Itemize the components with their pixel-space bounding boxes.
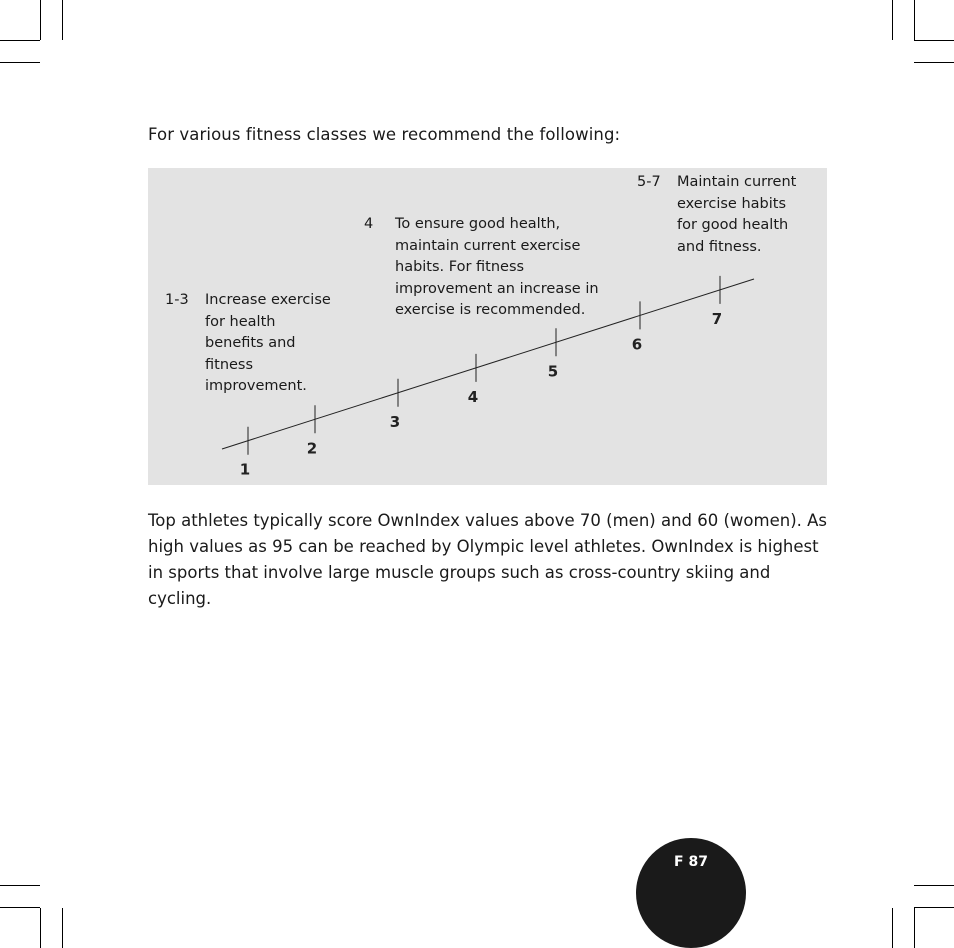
crop-mark — [40, 908, 41, 948]
recommendation-line: improvement an increase in — [395, 280, 599, 297]
crop-mark — [914, 885, 954, 886]
recommendation-line: exercise habits — [677, 195, 786, 212]
scale-tick-label: 4 — [467, 387, 479, 406]
scale-tick-label: 1 — [239, 460, 251, 479]
page-number: F 87 — [674, 854, 708, 870]
crop-mark — [892, 0, 893, 40]
recommendation-line: exercise is recommended. — [395, 302, 586, 318]
recommendation-line: benefits and — [205, 335, 296, 351]
recommendation-range: 5-7 — [637, 174, 661, 190]
crop-mark — [0, 885, 40, 886]
recommendation-line: Increase exercise — [205, 292, 331, 308]
crop-mark — [0, 40, 40, 41]
recommendation-line: and fitness. — [677, 238, 762, 255]
recommendation-line: fitness — [205, 356, 254, 373]
crop-mark — [0, 62, 40, 63]
crop-mark — [914, 908, 915, 948]
intro-text: For various fitness classes we recommend the following: — [148, 125, 621, 144]
crop-mark — [914, 0, 915, 40]
scale-tick-label: 5 — [547, 362, 559, 381]
scale-tick-label: 2 — [306, 439, 318, 458]
recommendation-line: Maintain current — [677, 174, 797, 190]
body-paragraph: Top athletes typically score OwnIndex values above 70 (men) and 60 (women). As high values as 95 can be reached by Olympic level athletes. OwnIndex is highest in sports that involve large muscle groups such as cross-country skiing and cycling. — [148, 511, 828, 608]
recommendation-range: 4 — [364, 216, 374, 232]
page-number-badge — [636, 838, 746, 948]
scale-tick-label: 6 — [631, 335, 643, 354]
crop-mark — [62, 908, 63, 948]
scale-tick-label: 3 — [389, 412, 401, 431]
recommendation-line: maintain current exercise — [395, 237, 581, 254]
fitness-class-panel — [148, 168, 827, 485]
crop-mark — [914, 62, 954, 63]
recommendation-line: habits. For fitness — [395, 259, 525, 275]
recommendation-line: improvement. — [205, 378, 307, 394]
crop-mark — [914, 907, 954, 908]
crop-mark — [0, 907, 40, 908]
recommendation-line: To ensure good health, — [395, 216, 561, 232]
crop-mark — [62, 0, 63, 40]
scale-tick-label: 7 — [711, 309, 723, 328]
crop-mark — [914, 40, 954, 41]
recommendation-range: 1-3 — [165, 292, 189, 308]
crop-mark — [892, 908, 893, 948]
recommendation-line: for health — [205, 313, 276, 330]
crop-mark — [40, 0, 41, 40]
recommendation-line: for good health — [677, 217, 789, 233]
